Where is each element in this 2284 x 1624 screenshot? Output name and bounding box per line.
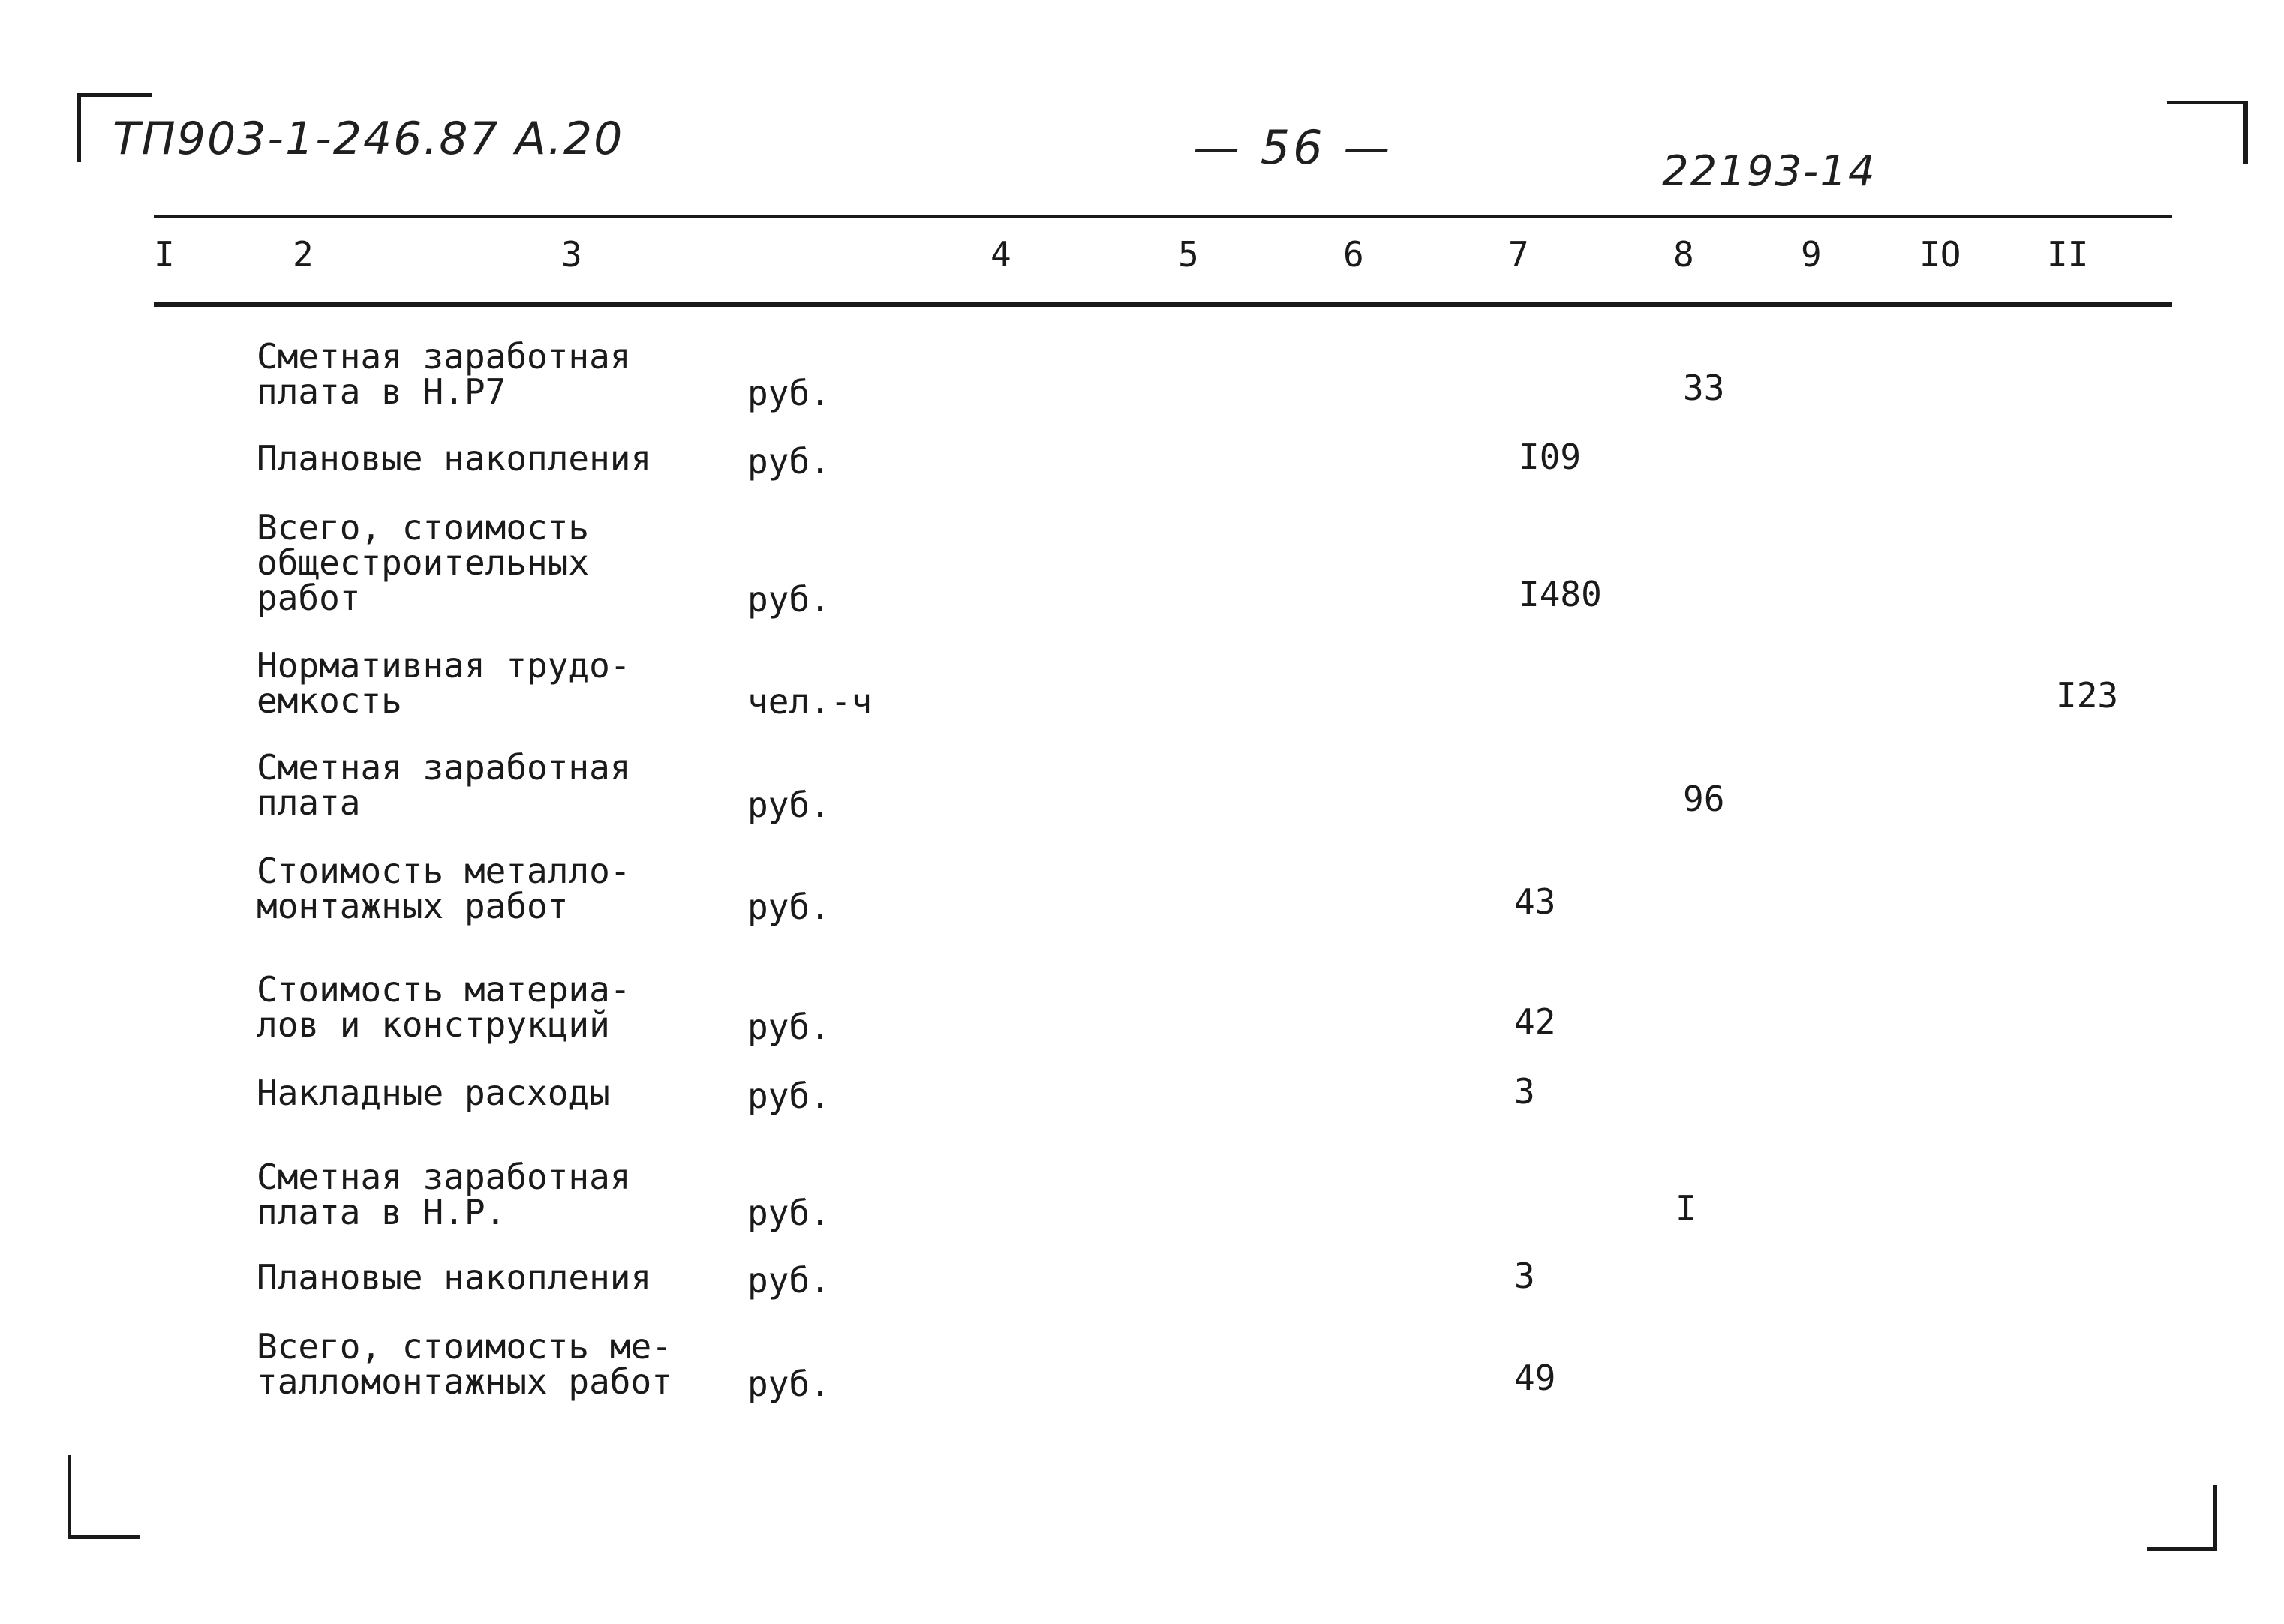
table-top-rule: [154, 215, 2172, 218]
row-unit: руб.: [747, 785, 831, 825]
corner-mark-bottom-left: [68, 1535, 140, 1539]
row-value-col8: 33: [1683, 368, 1725, 408]
row-description: Сметная заработная плата в Н.Р.: [257, 1157, 631, 1232]
row-value-col8: I: [1675, 1188, 1696, 1229]
row-unit: руб.: [747, 1364, 831, 1404]
row-unit: руб.: [747, 373, 831, 413]
column-header-5: 5: [1178, 234, 1199, 275]
row-unit: чел.-ч: [747, 681, 873, 722]
row-unit: руб.: [747, 1260, 831, 1301]
corner-mark-bottom-left: [68, 1455, 71, 1539]
row-description: Сметная заработная плата: [257, 747, 631, 823]
column-header-2: 2: [293, 234, 314, 275]
row-value-col7: 43: [1514, 881, 1556, 922]
row-unit: руб.: [747, 441, 831, 482]
column-header-10: IO: [1919, 234, 1961, 275]
corner-mark-bottom-right: [2147, 1547, 2217, 1551]
column-header-9: 9: [1801, 234, 1822, 275]
row-value-col7: 49: [1514, 1358, 1556, 1398]
header-bottom-rule: [154, 302, 2172, 307]
corner-mark-top-left: [77, 93, 152, 97]
row-description: Стоимость металло- монтажных работ: [257, 851, 631, 926]
row-description: Плановые накопления: [257, 438, 652, 479]
row-description: Сметная заработная плата в Н.Р7: [257, 336, 631, 412]
row-unit: руб.: [747, 1076, 831, 1116]
column-header-8: 8: [1673, 234, 1694, 275]
page-number: — 56 —: [1193, 120, 1393, 175]
row-value-col7: I09: [1519, 437, 1582, 477]
corner-mark-top-left: [77, 93, 81, 162]
row-value-col7: 3: [1514, 1071, 1535, 1112]
row-unit: руб.: [747, 1007, 831, 1047]
row-value-col8: 96: [1683, 779, 1725, 819]
corner-mark-bottom-right: [2213, 1485, 2217, 1551]
row-description: Всего, стоимость общестроительных работ: [257, 507, 590, 618]
corner-mark-top-right: [2167, 101, 2248, 104]
column-header-3: 3: [561, 234, 582, 275]
row-description: Накладные расходы: [257, 1073, 610, 1113]
column-header-1: I: [154, 234, 175, 275]
row-value-col7: 42: [1514, 1001, 1556, 1042]
row-value-col7: 3: [1514, 1256, 1535, 1296]
row-value-col11: I23: [2056, 675, 2119, 716]
row-unit: руб.: [747, 579, 831, 620]
row-description: Всего, стоимость ме- талломонтажных работ: [257, 1326, 672, 1402]
document-number: 22193-14: [1662, 147, 1877, 196]
row-unit: руб.: [747, 887, 831, 927]
corner-mark-top-right: [2243, 101, 2248, 164]
column-header-4: 4: [990, 234, 1011, 275]
column-header-6: 6: [1343, 234, 1364, 275]
row-description: Плановые накопления: [257, 1257, 652, 1298]
document-code: ТП903-1-246.87 А.20: [113, 113, 624, 165]
column-header-7: 7: [1508, 234, 1529, 275]
row-unit: руб.: [747, 1193, 831, 1233]
row-description: Стоимость материа- лов и конструкций: [257, 969, 631, 1045]
row-description: Нормативная трудо- емкость: [257, 645, 631, 721]
column-header-11: II: [2047, 234, 2089, 275]
row-value-col7: I480: [1519, 574, 1602, 614]
